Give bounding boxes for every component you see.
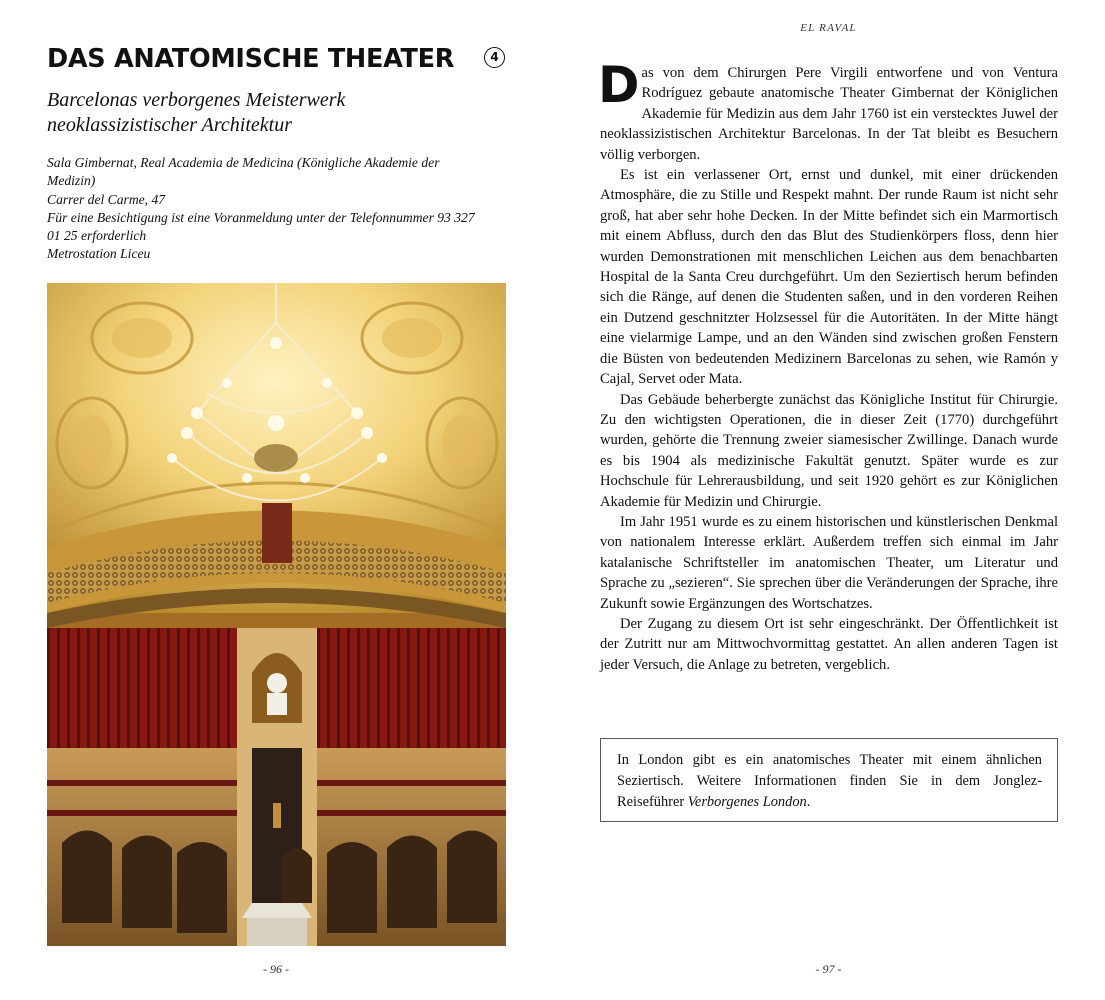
info-venue: Sala Gimbernat, Real Academia de Medicina (Königliche Akademie der Medizin) — [47, 155, 440, 189]
sidebar-note-box: In London gibt es ein anatomisches Theater mit einem ähnlichen Seziertisch. Weitere Informationen finden Sie in dem Jonglez-Reiseführer Verborgenes London. — [600, 738, 1058, 822]
body-paragraph: Der Zugang zu diesem Ort ist sehr eingeschränkt. Der Öffentlichkeit ist der Zutritt nur am Mittwochvormittag gestattet. An allen anderen Tagen ist jeder Versuch, die Anlage zu betreten, vergeblich. — [600, 615, 1058, 673]
theater-photo — [47, 283, 506, 946]
page-number-right: - 97 - — [815, 962, 842, 976]
body-paragraph: Das Gebäude beherbergte zunächst das Königliche Institut für Chirurgie. Zu den wichtigsten Operationen, die in dieser Zeit (1770) durchgeführt wurden, gehörte die Trennung zweier siamesischer Zwillinge. Danach wurde es bis 1904 als medizinische Fakultät genutzt. Später wurde es zur Hochschule für Lehrerausbildung, und seit 1920 gehört es zur Königlichen Akademie für Medizin und Chirurgie. — [600, 391, 1058, 510]
info-visit-note: Für eine Besichtigung ist eine Voranmeldung unter der Telefonnummer 93 327 01 25 erforderlich — [47, 209, 475, 244]
body-paragraph: Das von dem Chirurgen Pere Virgili entworfene und von Ventura Rodríguez gebaute anatomische Theater Gimbernat der Königlichen Akademie für Medizin aus dem Jahr 1760 ist ein verstecktes Juwel der neoklassizistischen Architektur Barcelonas. In der Tat bleibt es Besuchern völlig verborgen. — [598, 56, 1058, 163]
right-page — [552, 0, 1105, 1000]
page-number-left: - 96 - — [263, 962, 289, 976]
article-subtitle: Barcelonas verborgenes Meisterwerk neoklassizistischer Architektur — [47, 89, 346, 136]
guide-book-title: Verborgenes London — [687, 793, 807, 810]
article-body — [598, 56, 1058, 675]
info-metro: Metrostation Liceu — [47, 246, 151, 262]
drop-cap: D — [598, 56, 640, 114]
location-number-badge: 4 — [484, 47, 505, 68]
article-title: DAS ANATOMISCHE THEATER — [47, 44, 455, 74]
address-info-block — [47, 154, 487, 264]
body-paragraph: Es ist ein verlassener Ort, ernst und dunkel, mit einer drückenden Atmosphäre, die zu Stille und Respekt mahnt. Der runde Raum ist nicht sehr groß, hat aber sehr hohe Decken. In der Mitte befindet sich ein Marmortisch mit einem Abfluss, durch den das Blut des Studienkörpers floss, denn hier wurden Demonstrationen mit menschlichen Leichen aus dem benachbarten Hospital de la Santa Creu durchgeführt. Um den Seziertisch herum befinden sich die Ränge, auf denen die Studenten saßen, und in den vorderen Reihen ein Dutzend geschnitzter Holzsessel für die Autoritäten. In der Mitte hängt eine vielarmige Lampe, und an den Wänden sind zwischen großen Fenstern die Büsten von bedeutenden Medizinern Barcelonas zu sehen, wie Ramón y Cajal, Servet oder Mata. — [600, 167, 1058, 388]
section-running-head: EL RAVAL — [800, 22, 857, 34]
info-street: Carrer del Carme, 47 — [47, 191, 166, 207]
body-paragraph: Im Jahr 1951 wurde es zu einem historischen und künstlerischen Denkmal von nationalem Interesse erklärt. Außerdem treffen sich einmal im Jahr katalanische Schriftsteller im anatomischen Theater, um Literatur und Sprache zu „sezieren“. Sie sprechen über die Veränderungen der Sprache, ihre Zukunft sowie Ergänzungen des Wortschatzes. — [600, 513, 1058, 612]
left-page — [0, 0, 552, 1000]
